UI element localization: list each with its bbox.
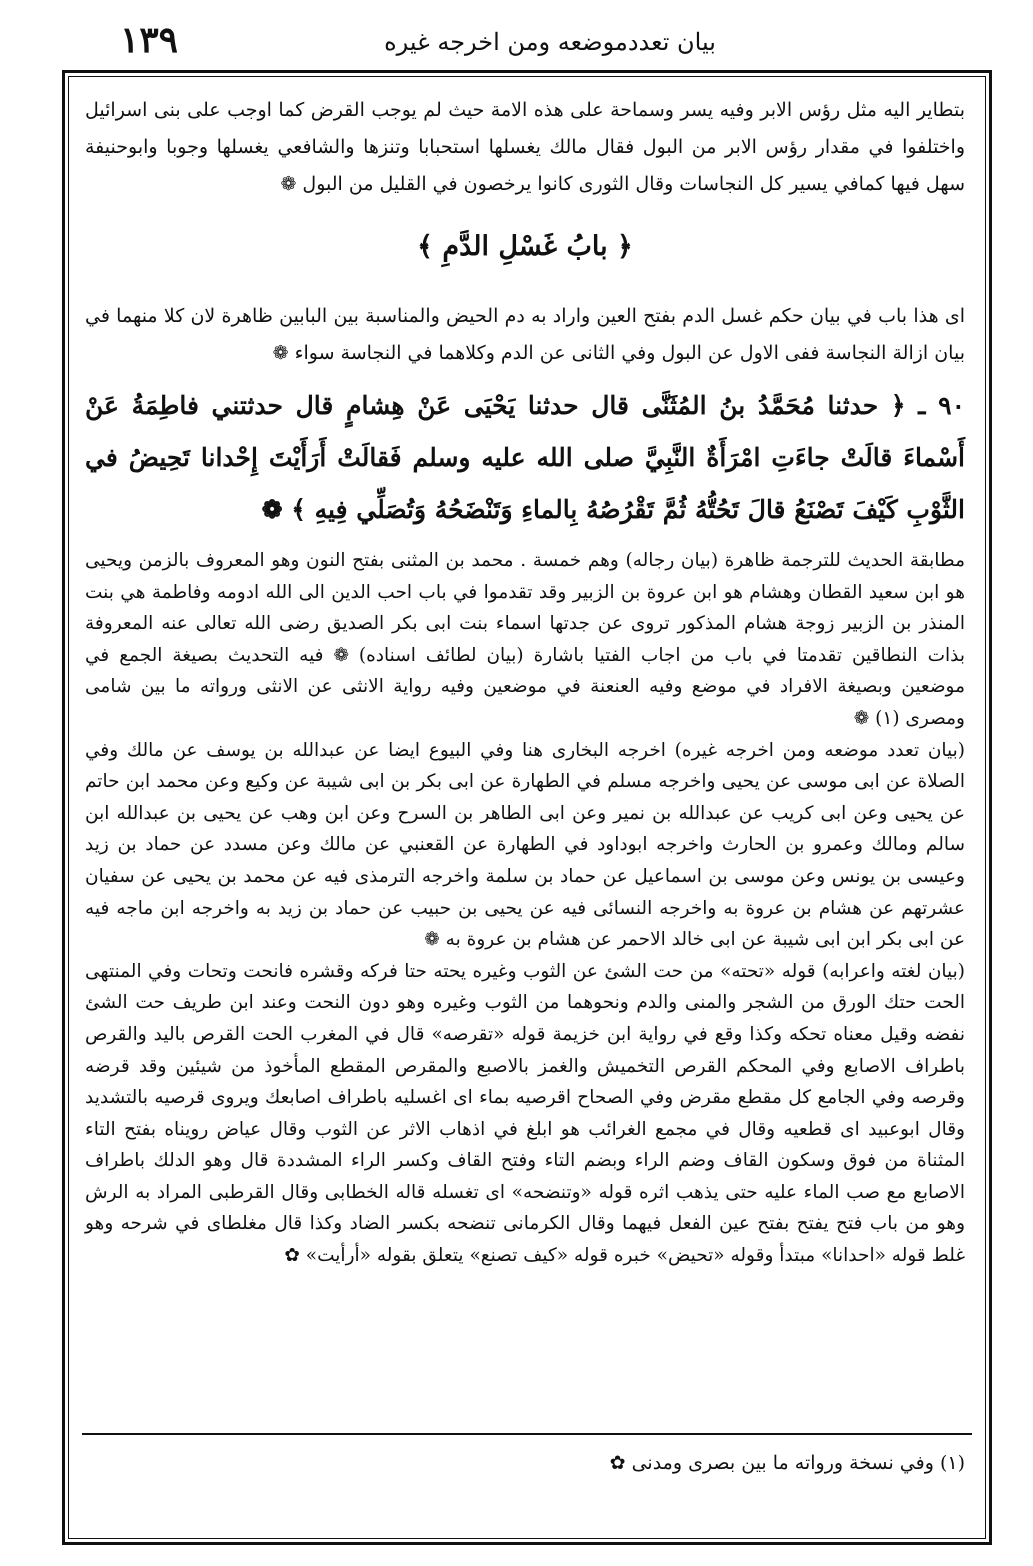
page-header	[60, 18, 995, 68]
chapter-title: ﴿ بابُ غَسْلِ الدَّمِ ﴾	[417, 231, 633, 262]
intro-paragraph: بتطاير اليه مثل رؤس الابر وفيه يسر وسماحة على هذه الامة حيث لم يوجب القرض كما اوجب على بنى اسرائيل واختلفوا في مقدار رؤس الابر من البول فقال مالك يغسلها استحبابا وتنزها والشافعي يغسلها وجوبا وابوحنيفة سهل فيها كمافي يسير كل النجاسات وقال الثورى كانوا يرخصون في القليل من البول ❁	[85, 99, 965, 195]
page-number: ١٣٩	[120, 19, 179, 61]
hadith-text: ٩٠ ـ ﴿ حدثنا مُحَمَّدُ بنُ المُثَنَّى قال حدثنا يَحْيَى عَنْ هِشامٍ قال حدثتني فاطِمَةُ عَنْ أَسْماءَ قالَتْ جاءَتِ امْرَأَةٌ النَّبِيَّ صلى الله عليه وسلم فَقالَتْ أَرَأَيْتَ إِحْدانا تَحِيضُ في الثَّوْبِ كَيْفَ تَصْنَعُ قالَ تَحُتُّهُ ثُمَّ تَقْرُصُهُ بِالماءِ وَتَنْضَحُهُ وَتُصَلِّي فِيهِ ﴾ ❁	[85, 391, 965, 524]
chapter-explanation: اى هذا باب في بيان حكم غسل الدم بفتح العين واراد به دم الحيض والمناسبة بين البابين ظاهرة لان كلا منهما في بيان ازالة النجاسة ففى الاول عن البول وفي الثانى عن الدم وكلاهما في النجاسة سواء ❁	[85, 305, 965, 364]
commentary-narrators: مطابقة الحديث للترجمة ظاهرة (بيان رجاله) وهم خمسة . محمد بن المثنى بفتح النون وهو المعروف بالزمن ويحيى هو ابن سعيد القطان وهشام هو ابن عروة بن الزبير وقد تقدموا في باب احب الدين الى الله ادومه وفاطمة هي بنت المنذر بن الزبير زوجة هشام المذكور تروى عن جدتها اسماء بنت ابى بكر الصديق رضى الله تعالى عنه المعروفة بذات النطاقين تقدمتا في باب من اجاب الفتيا باشارة (بيان لطائف اسناده) ❁ فيه التحديث بصيغة الجمع في موضعين وبصيغة الافراد في موضع وفيه العنعنة في موضعين وفيه رواية الانثى عن الانثى ورواته ما بين شامى ومصرى (١) ❁	[85, 550, 965, 729]
commentary-sources: (بيان تعدد موضعه ومن اخرجه غيره) اخرجه البخارى هنا وفي البيوع ايضا عن عبدالله بن يوسف عن مالك وفي الصلاة عن ابى موسى عن يحيى واخرجه مسلم في الطهارة عن ابى بكر بن ابى شيبة عن وكيع وعن محمد ابن حاتم عن يحيى وعن ابى كريب عن عبدالله بن نمير وعن ابى الطاهر بن السرح وعن ابن وهب عن يحيى بن عبدالله ابن سالم ومالك وعمرو بن الحارث واخرجه ابوداود في الطهارة عن القعنبي عن مالك وعن مسدد عن حماد بن زيد وعيسى بن يونس وعن موسى بن اسماعيل عن حماد بن سلمة واخرجه الترمذى فيه عن محمد بن يحيى عن سفيان عشرتهم عن هشام بن عروة به واخرجه النسائى فيه عن يحيى بن حبيب عن حماد بن زيد به واخرجه ابن ماجه فيه عن ابى بكر ابن ابى شيبة عن ابى خالد الاحمر عن هشام بن عروة به ❁	[85, 739, 965, 951]
running-head: بيان تعددموضعه ومن اخرجه غيره	[384, 28, 716, 56]
commentary-language: (بيان لغته واعرابه) قوله «تحته» من حت الشئ عن الثوب وغيره يحته حتا فركه وقشره فانحت وتحات وفي المنتهى الحت حتك الورق من الشجر والمنى والدم ونحوهما من الثوب وغيره وهو دون النحت وعند ابن طريف حت الشئ نفضه وقيل معناه تحكه وكذا وقع في رواية ابن خزيمة قوله «تقرصه» قال في المغرب الحت القرص باليد والقرص باطراف الاصابع وفي المحكم القرص التخميش والغمز بالاصبع والمقرص المقطع المأخوذ من شيئين وقد قرضه وقرصه وفي الجامع كل مقطع مقرض وفي الصحاح اقرصيه بماء اى اغسليه باطراف اصابعك ويروى قرصيه بالتشديد وقال ابوعبيد اى قطعيه وقال في مجمع الغرائب هو ابلغ في اذهاب الاثر عن الثوب وقال عياض رويناه بفتح التاء المثناة من فوق وسكون القاف وضم الراء وبضم التاء وفتح القاف وكسر الراء المشددة قال وهو الدلك باطراف الاصابع مع صب الماء عليه حتى يذهب اثره قوله «وتنضحه» اى تغسله قاله الخطابى وقال القرطبى المراد به الرش وهو من باب فتح يفتح بفتح عين الفعل فيهما وقال الكرمانى تنضحه بكسر الضاد وكذا قال مغلطاى في شرحه وهو غلط قوله «احدانا» مبتدأ وقوله «تحيض» خبره قوله «كيف تصنع» يتعلق بقوله «أرأيت» ✿	[85, 960, 965, 1267]
footnote-divider	[82, 1433, 972, 1435]
footnote: (١) وفي نسخة ورواته ما بين بصرى ومدنى ✿	[609, 1452, 965, 1474]
commentary	[85, 545, 965, 1272]
